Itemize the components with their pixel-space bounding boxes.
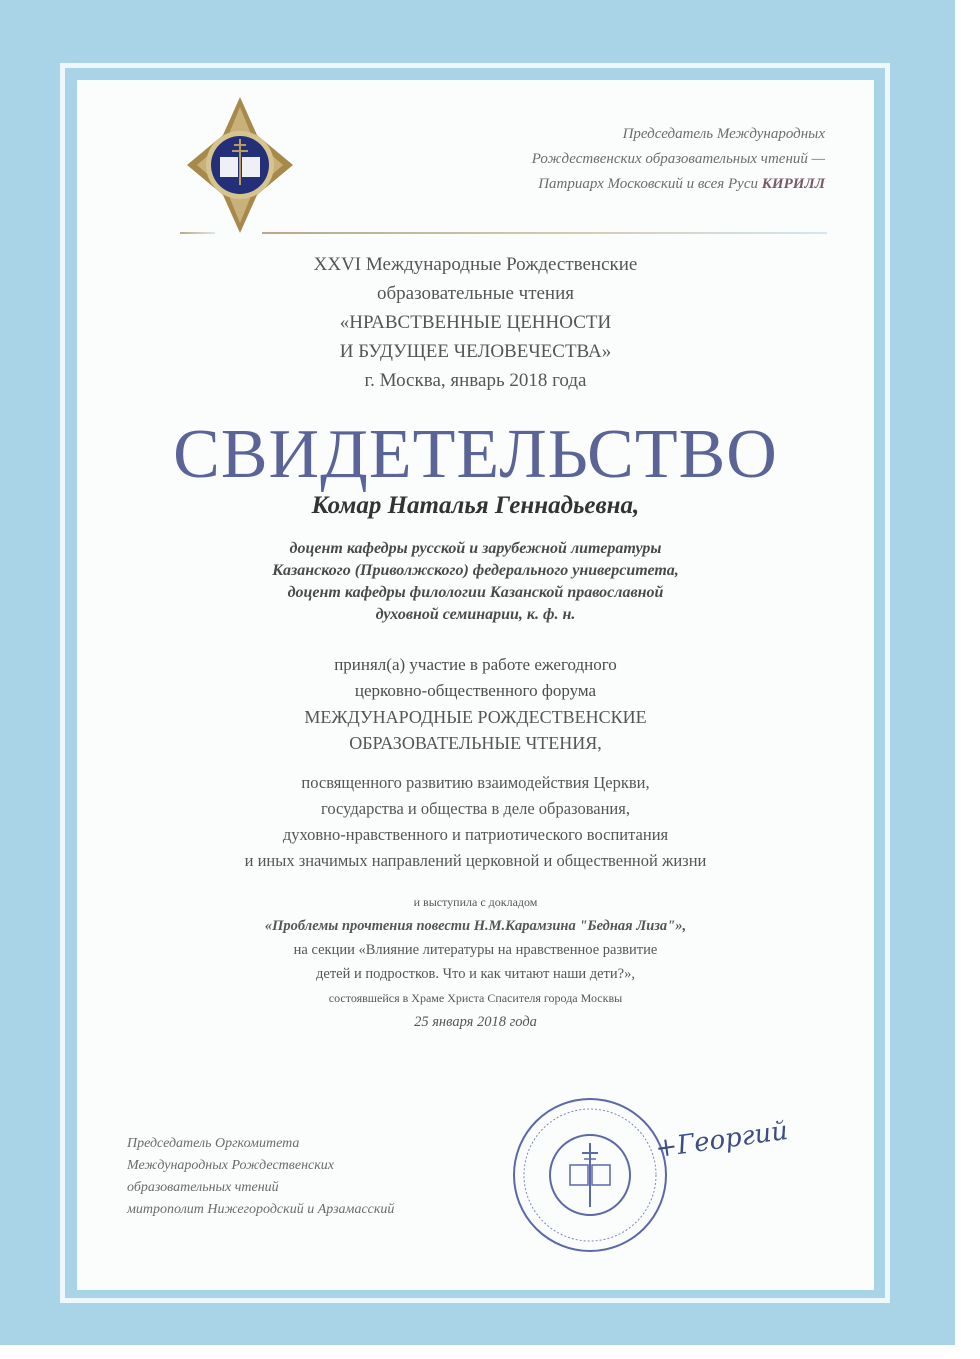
event-line: образовательные чтения — [376, 283, 575, 304]
chair-line: Международных Рождественских — [127, 1158, 334, 1173]
chair-line: митрополит Нижегородский и Арзамасский — [127, 1202, 395, 1217]
header-rule-right — [262, 232, 827, 234]
forum-name-line: ОБРАЗОВАТЕЛЬНЫЕ ЧТЕНИЯ, — [349, 733, 602, 753]
recipient-position — [77, 538, 874, 626]
position-line: доцент кафедры филологии Казанской православной — [287, 584, 664, 601]
official-seal-icon — [510, 1095, 670, 1255]
chair-block — [127, 1133, 394, 1221]
event-theme-line: «НРАВСТВЕННЫЕ ЦЕННОСТИ — [339, 312, 612, 333]
event-place-date: г. Москва, январь 2018 года — [364, 370, 587, 391]
participation-line: принял(а) участие в работе ежегодного — [334, 655, 617, 674]
forum-name-line: МЕЖДУНАРОДНЫЕ РОЖДЕСТВЕНСКИЕ — [304, 707, 647, 727]
participation-line: церковно-общественного форума — [354, 681, 597, 700]
event-block — [77, 250, 874, 395]
purpose-line: духовно-нравственного и патриотического воспитания — [282, 825, 669, 844]
report-block — [77, 890, 874, 1034]
signature: +Георгий — [653, 1115, 790, 1165]
position-line: доцент кафедры русской и зарубежной литературы — [289, 540, 662, 557]
chair-line: Председатель Оргкомитета — [127, 1136, 300, 1151]
patron-block — [532, 122, 825, 197]
section-line: состоявшейся в Храме Христа Спасителя города Москвы — [328, 991, 623, 1005]
report-title: «Проблемы прочтения повести Н.М.Карамзина "Бедная Лиза"», — [264, 918, 687, 934]
section-line: детей и подростков. Что и как читают наши дети?», — [316, 966, 635, 982]
purpose-block — [77, 770, 874, 874]
patron-line: Председатель Международных — [622, 126, 825, 142]
patron-name: КИРИЛЛ — [761, 176, 825, 192]
purpose-line: государства и общества в деле образования, — [321, 799, 630, 818]
position-line: Казанского (Приволжского) федерального университета, — [272, 562, 679, 579]
event-line: XXVI Международные Рождественские — [313, 254, 638, 275]
purpose-line: посвященного развитию взаимодействия Церкви, — [301, 773, 650, 792]
participation-block — [77, 652, 874, 756]
recipient-name: Комар Наталья Геннадьевна, — [311, 492, 640, 519]
event-theme-line: И БУДУЩЕЕ ЧЕЛОВЕЧЕСТВА» — [339, 341, 612, 362]
section-line: на секции «Влияние литературы на нравственное развитие — [293, 942, 658, 958]
purpose-line: и иных значимых направлений церковной и общественной жизни — [244, 851, 707, 870]
chair-line: образовательных чтений — [127, 1180, 279, 1195]
report-date: 25 января 2018 года — [414, 1014, 537, 1030]
patron-line: Патриарх Московский и всея Руси КИРИЛЛ — [538, 176, 825, 192]
position-line: духовной семинарии, к. ф. н. — [375, 606, 576, 623]
emblem-icon — [185, 95, 295, 235]
certificate-title: СВИДЕТЕЛЬСТВО — [173, 416, 778, 493]
patron-line: Рождественских образовательных чтений — — [531, 151, 825, 167]
report-intro: и выступила с докладом — [413, 895, 538, 909]
